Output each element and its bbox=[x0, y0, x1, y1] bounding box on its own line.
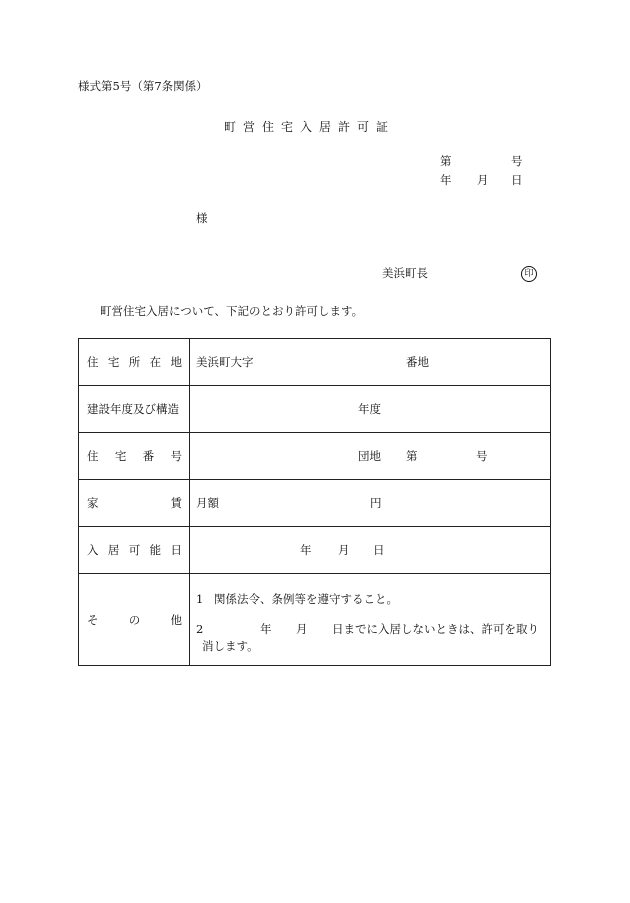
label-char: 地 bbox=[170, 355, 182, 369]
label-rent bbox=[79, 480, 190, 527]
table-row-rent bbox=[79, 480, 551, 527]
move-in-day: 日 bbox=[373, 543, 385, 557]
label-char: 住 bbox=[87, 355, 99, 369]
label-char: 他 bbox=[170, 612, 182, 627]
label-char: 所 bbox=[128, 355, 141, 369]
label-char: そ bbox=[87, 612, 99, 627]
town-prefix: 美浜町大字 bbox=[196, 355, 254, 369]
table-row-move-in bbox=[79, 527, 551, 574]
permit-table bbox=[78, 338, 551, 666]
note-1-text: 関係法令、条例等を遵守すること。 bbox=[214, 592, 398, 606]
label-char: 居 bbox=[107, 543, 120, 557]
construction-year-unit: 年度 bbox=[358, 402, 381, 416]
number-prefix: 第 bbox=[406, 449, 418, 463]
issue-date-year: 年 bbox=[440, 173, 452, 187]
label-char: 可 bbox=[128, 543, 141, 557]
note-2-line1: 日までに入居しないときは、許可を取り bbox=[332, 622, 539, 636]
yen-unit: 円 bbox=[370, 496, 382, 510]
table-row-address bbox=[79, 339, 551, 386]
label-char: 入 bbox=[87, 543, 99, 557]
label-char: 番 bbox=[142, 449, 155, 463]
value-address[interactable] bbox=[190, 339, 551, 386]
issuer-name: 美浜町長 bbox=[382, 266, 428, 280]
seal-mark: 印 bbox=[521, 266, 537, 282]
monthly-label: 月額 bbox=[196, 496, 219, 510]
issue-date-day: 日 bbox=[511, 173, 523, 187]
addressee-suffix: 様 bbox=[196, 211, 208, 225]
label-other bbox=[79, 574, 190, 666]
label-char: 宅 bbox=[114, 449, 127, 463]
value-rent[interactable] bbox=[190, 480, 551, 527]
label-move-in bbox=[79, 527, 190, 574]
value-other bbox=[190, 574, 551, 666]
table-row-construction bbox=[79, 386, 551, 433]
danchi-unit: 団地 bbox=[358, 449, 381, 463]
note-2-number: 2 bbox=[196, 622, 204, 636]
label-text bbox=[79, 612, 189, 628]
label-text: 建設年度及び構造 bbox=[87, 402, 179, 416]
label-char: 号 bbox=[170, 449, 182, 463]
label-number bbox=[79, 433, 190, 480]
label-char: 能 bbox=[149, 543, 162, 557]
move-in-year: 年 bbox=[300, 543, 312, 557]
label-char: 家 bbox=[87, 496, 99, 510]
number-suffix: 号 bbox=[476, 449, 488, 463]
intro-text: 町営住宅入居について、下記のとおり許可します。 bbox=[100, 304, 364, 318]
label-construction bbox=[79, 386, 190, 433]
note-1-number: 1 bbox=[196, 592, 204, 606]
value-construction[interactable] bbox=[190, 386, 551, 433]
form-id: 様式第5号（第7条関係） bbox=[78, 79, 208, 93]
document-title: 町営住宅入居許可証 bbox=[224, 120, 396, 134]
move-in-month: 月 bbox=[338, 543, 350, 557]
issue-date-month: 月 bbox=[477, 173, 489, 187]
label-address bbox=[79, 339, 190, 386]
value-move-in[interactable] bbox=[190, 527, 551, 574]
label-text bbox=[79, 354, 189, 370]
banchi-unit: 番地 bbox=[406, 355, 429, 369]
label-char: 賃 bbox=[170, 496, 182, 510]
label-char: 在 bbox=[149, 355, 162, 369]
label-char: 日 bbox=[170, 543, 182, 557]
issue-number-suffix: 号 bbox=[511, 154, 523, 168]
note-2-month: 月 bbox=[296, 622, 308, 636]
label-char: 宅 bbox=[107, 355, 120, 369]
label-text bbox=[79, 495, 189, 511]
value-number[interactable] bbox=[190, 433, 551, 480]
issue-number-prefix: 第 bbox=[440, 154, 452, 168]
table-row-number bbox=[79, 433, 551, 480]
label-char: の bbox=[128, 612, 141, 627]
table-row-other bbox=[79, 574, 551, 666]
label-text bbox=[79, 542, 189, 558]
label-char: 住 bbox=[87, 449, 99, 463]
note-2-year: 年 bbox=[260, 622, 272, 636]
note-2-line2: 消します。 bbox=[202, 639, 259, 653]
label-text bbox=[79, 448, 189, 464]
